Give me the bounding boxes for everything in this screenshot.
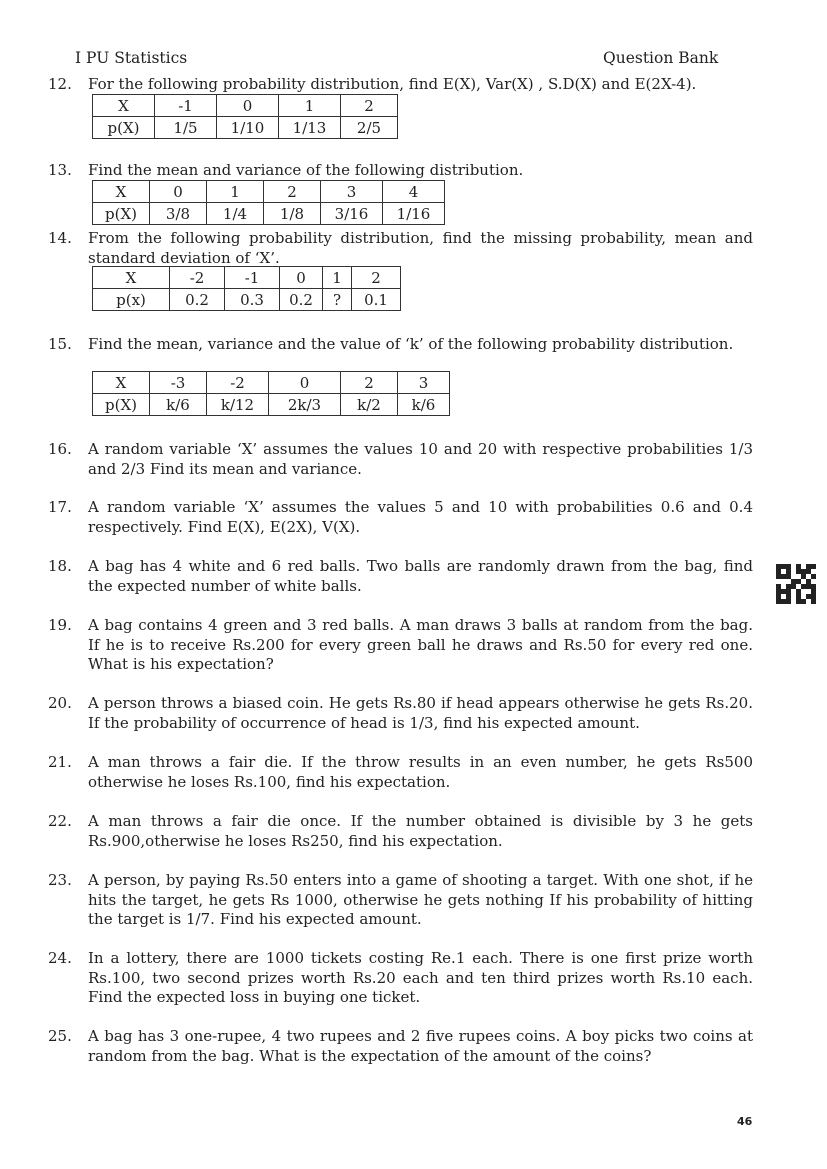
question-16: [48, 440, 753, 479]
table-cell: 3: [321, 181, 383, 203]
table-cell: 4: [383, 181, 445, 203]
table-cell: p(X): [93, 117, 155, 139]
table-cell: 0.2: [170, 289, 225, 311]
table-cell: 0: [280, 267, 323, 289]
question-number: 19.: [48, 616, 72, 634]
question-12: [48, 75, 753, 95]
table-cell: 3/8: [150, 203, 207, 225]
table-cell: 0.3: [225, 289, 280, 311]
question-17: [48, 498, 753, 537]
page-number: 46: [737, 1115, 753, 1128]
question-text: A man throws a fair die. If the throw results in an even number, he gets Rs500 otherwise he loses Rs.100, find his expectation.: [88, 753, 753, 791]
table-cell: 2: [341, 372, 398, 394]
table-cell: X: [93, 181, 150, 203]
table-cell: 0: [217, 95, 279, 117]
question-20: [48, 694, 753, 733]
table-cell: 1: [323, 267, 352, 289]
table-cell: 0: [150, 181, 207, 203]
table-cell: 3: [398, 372, 450, 394]
table-cell: ?: [323, 289, 352, 311]
table-cell: -1: [225, 267, 280, 289]
table-cell: 2: [341, 95, 398, 117]
table-cell: k/2: [341, 394, 398, 416]
table-cell: 2k/3: [269, 394, 341, 416]
table-cell: k/6: [398, 394, 450, 416]
question-number: 22.: [48, 812, 72, 830]
question-number: 23.: [48, 871, 72, 889]
table-cell: 1/4: [207, 203, 264, 225]
question-number: 18.: [48, 557, 72, 575]
question-24: [48, 949, 753, 1008]
question-text: A bag has 4 white and 6 red balls. Two balls are randomly drawn from the bag, find the expected number of white balls.: [88, 557, 753, 595]
question-14: [48, 229, 753, 268]
question-text: In a lottery, there are 1000 tickets costing Re.1 each. There is one first prize worth Rs.100, two second prizes worth Rs.20 each and ten third prizes worth Rs.10 each. Find the expected loss in buying one ticket.: [88, 949, 753, 1006]
question-25: [48, 1027, 753, 1066]
question-21: [48, 753, 753, 792]
question-number: 21.: [48, 753, 72, 771]
question-text: A random variable ‘X’ assumes the values 10 and 20 with respective probabilities 1/3 and 2/3 Find its mean and variance.: [88, 440, 753, 478]
question-number: 16.: [48, 440, 72, 458]
question-15: [48, 335, 753, 355]
table-cell: -1: [155, 95, 217, 117]
table-cell: -2: [207, 372, 269, 394]
table-cell: 0.1: [352, 289, 401, 311]
question-number: 25.: [48, 1027, 72, 1045]
table-cell: 2/5: [341, 117, 398, 139]
table-cell: X: [93, 372, 150, 394]
question-number: 17.: [48, 498, 72, 516]
table-cell: 0: [269, 372, 341, 394]
table-cell: 0.2: [280, 289, 323, 311]
table-cell: 3/16: [321, 203, 383, 225]
question-18: [48, 557, 753, 596]
question-number: 24.: [48, 949, 72, 967]
question-19: [48, 616, 753, 675]
probability-table-12: [92, 94, 398, 139]
table-cell: p(X): [93, 203, 150, 225]
table-cell: 1/13: [279, 117, 341, 139]
header-subject: I PU Statistics: [75, 49, 188, 67]
probability-table-15: [92, 371, 450, 416]
table-cell: X: [93, 267, 170, 289]
table-cell: -3: [150, 372, 207, 394]
table-cell: 1/10: [217, 117, 279, 139]
table-cell: 1/5: [155, 117, 217, 139]
question-number: 12.: [48, 75, 72, 93]
question-text: A bag has 3 one-rupee, 4 two rupees and 2 five rupees coins. A boy picks two coins at random from the bag. What is the expectation of the amount of the coins?: [88, 1027, 753, 1065]
question-number: 20.: [48, 694, 72, 712]
table-cell: p(X): [93, 394, 150, 416]
table-cell: p(x): [93, 289, 170, 311]
table-cell: 2: [264, 181, 321, 203]
question-text: A bag contains 4 green and 3 red balls. A man draws 3 balls at random from the bag. If he is to receive Rs.200 for every green ball he draws and Rs.50 for every red one. What is his expectation?: [88, 616, 753, 673]
question-22: [48, 812, 753, 851]
question-text: Find the mean and variance of the following distribution.: [88, 161, 524, 179]
header-title: Question Bank: [603, 49, 719, 67]
table-cell: 1/16: [383, 203, 445, 225]
question-number: 13.: [48, 161, 72, 179]
question-text: A person throws a biased coin. He gets Rs.80 if head appears otherwise he gets Rs.20. If the probability of occurrence of head is 1/3, find his expected amount.: [88, 694, 753, 732]
table-cell: X: [93, 95, 155, 117]
question-text: Find the mean, variance and the value of ‘k’ of the following probability distribution.: [88, 335, 734, 353]
question-text: A man throws a fair die once. If the number obtained is divisible by 3 he gets Rs.900,otherwise he loses Rs250, find his expectation.: [88, 812, 753, 850]
table-cell: -2: [170, 267, 225, 289]
question-23: [48, 871, 753, 930]
table-cell: 1: [207, 181, 264, 203]
question-13: [48, 161, 753, 181]
question-number: 15.: [48, 335, 72, 353]
question-text: A person, by paying Rs.50 enters into a game of shooting a target. With one shot, if he hits the target, he gets Rs 1000, otherwise he gets nothing If his probability of hitting the target is 1/7. Find his expected amount.: [88, 871, 753, 928]
probability-table-14: [92, 266, 401, 311]
qr-code: [776, 564, 816, 604]
question-number: 14.: [48, 229, 72, 247]
probability-table-13: [92, 180, 445, 225]
table-cell: k/6: [150, 394, 207, 416]
table-cell: 1/8: [264, 203, 321, 225]
question-text: A random variable ‘X’ assumes the values 5 and 10 with probabilities 0.6 and 0.4 respectively. Find E(X), E(2X), V(X).: [88, 498, 753, 536]
table-cell: 2: [352, 267, 401, 289]
table-cell: k/12: [207, 394, 269, 416]
question-text: From the following probability distribution, find the missing probability, mean and standard deviation of ‘X’.: [88, 229, 753, 267]
question-text: For the following probability distribution, find E(X), Var(X) , S.D(X) and E(2X-4).: [88, 75, 697, 93]
table-cell: 1: [279, 95, 341, 117]
